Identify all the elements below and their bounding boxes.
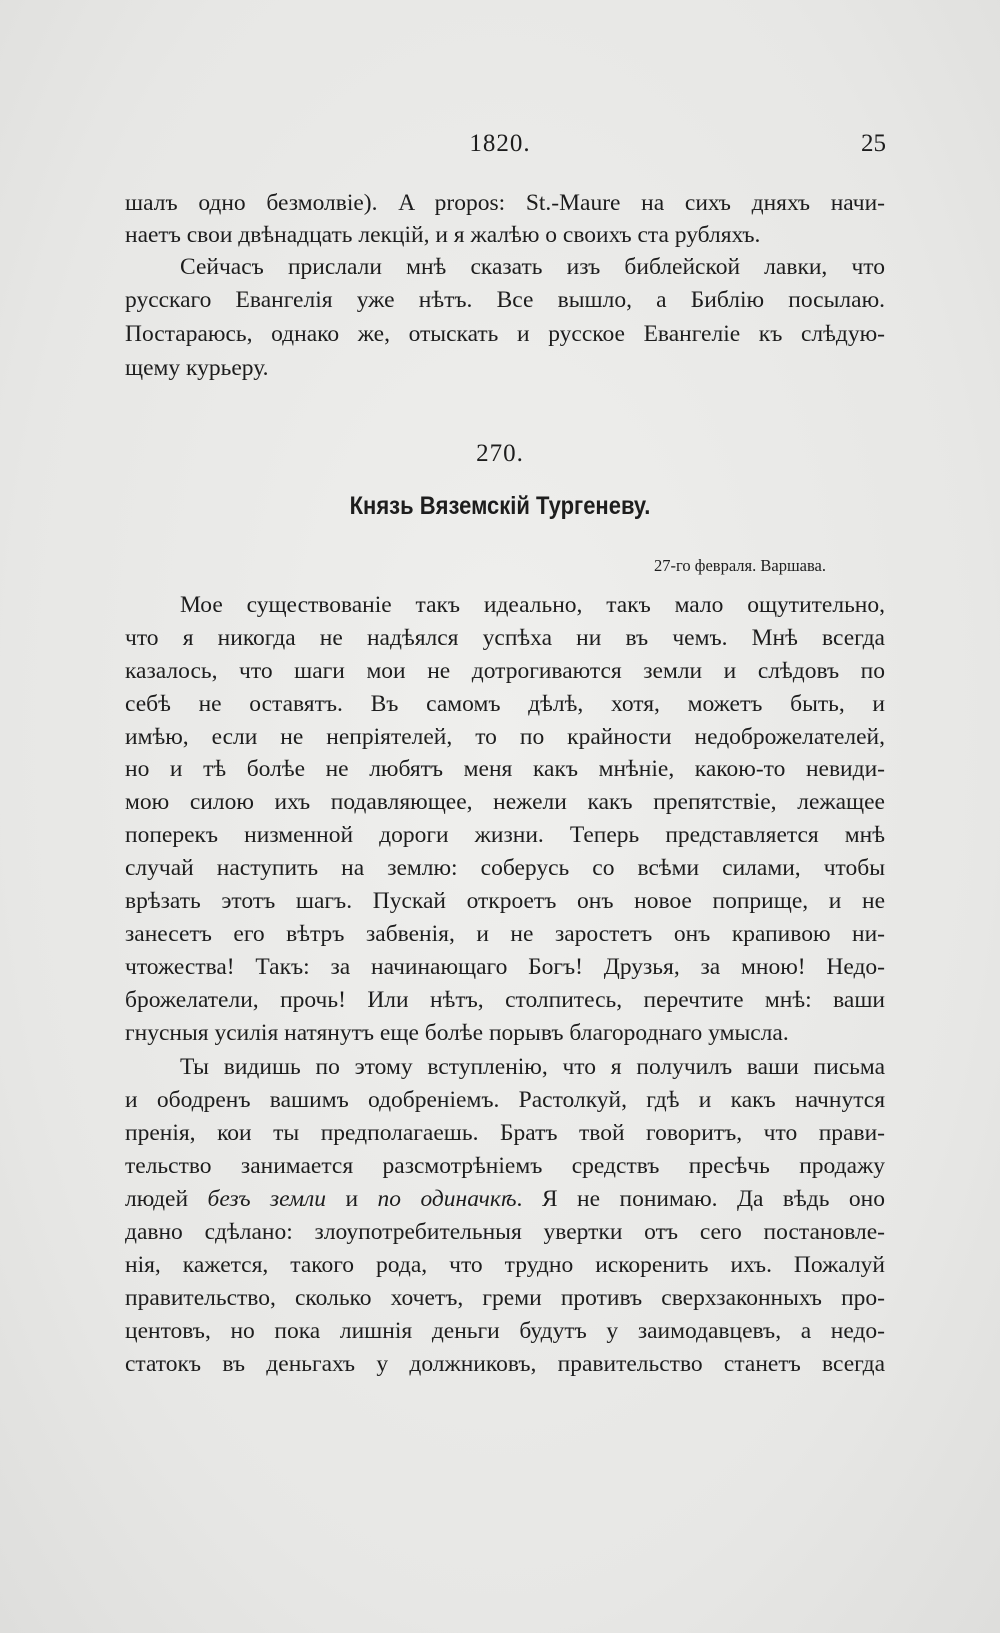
text-line: нія, кажется, такого рода, что трудно искоренить ихъ. Пожалуй <box>125 1252 885 1278</box>
text-line: щему курьеру. <box>125 355 269 381</box>
text-line: правительство, сколько хочетъ, греми противъ сверхзаконныхъ про- <box>125 1285 885 1311</box>
letter-date: 27-го февраля. Варшава. <box>654 556 826 575</box>
text-line: Сейчасъ прислали мнѣ сказать изъ библейской лавки, что <box>180 254 885 280</box>
letter-number: 270. <box>476 440 524 467</box>
text-line: шалъ одно безмолвіе). A propos: St.-Maure на сихъ дняхъ начи- <box>125 190 885 216</box>
text-line: статокъ въ деньгахъ у должниковъ, правительство станетъ всегда <box>125 1351 885 1377</box>
text-line: и ободренъ вашимъ одобреніемъ. Растолкуй, гдѣ и какъ начнутся <box>125 1087 885 1113</box>
text-line: имѣю, если не непріятелей, то по крайности недоброжелателей, <box>125 724 885 750</box>
text-run: людей <box>125 1186 208 1212</box>
text-line: себѣ не оставятъ. Въ самомъ дѣлѣ, хотя, можетъ быть, и <box>125 691 885 717</box>
text-line-with-italics <box>125 1182 885 1216</box>
running-header-year: 1820. <box>469 130 531 157</box>
text-line: русскаго Евангелія уже нѣтъ. Все вышло, а Библію посылаю. <box>125 287 885 313</box>
text-line: казалось, что шаги мои не дотрогиваются земли и слѣдовъ по <box>125 658 885 684</box>
text-line: что я никогда не надѣялся успѣха ни въ чемъ. Мнѣ всегда <box>125 625 885 651</box>
text-line: Мое существованіе такъ идеально, такъ мало ощутительно, <box>180 592 885 618</box>
letter-title: Князь Вяземскій Тургеневу. <box>349 492 651 520</box>
italic-emphasis: безъ земли <box>207 1186 326 1212</box>
text-line: пренія, кои ты предполагаешь. Братъ твой говоритъ, что прави- <box>125 1120 885 1146</box>
text-line: Постараюсь, однако же, отыскать и русское Евангеліе къ слѣдую- <box>125 321 885 347</box>
text-line: мою силою ихъ подавляющее, нежели какъ препятствіе, лежащее <box>125 789 885 815</box>
text-line: давно сдѣлано: злоупотребительныя увертки отъ сего постановле- <box>125 1219 885 1245</box>
text-line: гнусныя усилія натянутъ еще болѣе порывъ благороднаго умысла. <box>125 1020 789 1046</box>
page-number: 25 <box>861 130 886 157</box>
text-line: чтожества! Такъ: за начинающаго Богъ! Друзья, за мною! Недо- <box>125 954 885 980</box>
italic-emphasis: по одиначкѣ <box>377 1186 517 1212</box>
text-line: Ты видишь по этому вступленію, что я получилъ ваши письма <box>180 1054 885 1080</box>
text-line: врѣзать этотъ шагъ. Пускай откроетъ онъ новое поприще, и не <box>125 888 885 914</box>
text-line: наетъ свои двѣнадцать лекцій, и я жалѣю о своихъ ста рубляхъ. <box>125 222 761 248</box>
text-run: и <box>326 1186 378 1212</box>
text-line: случай наступить на землю: соберусь со всѣми силами, чтобы <box>125 855 885 881</box>
text-line: брожелатели, прочь! Или нѣтъ, столпитесь, перечтите мнѣ: ваши <box>125 987 885 1013</box>
text-line: но и тѣ болѣе не любятъ меня какъ мнѣніе, какою-то невиди- <box>125 756 885 782</box>
text-line: занесетъ его вѣтръ забвенія, и не заростетъ онъ крапивою ни- <box>125 921 885 947</box>
text-run: . Я не понимаю. Да вѣдь оно <box>516 1186 885 1212</box>
text-line: поперекъ низменной дороги жизни. Теперь представляется мнѣ <box>125 822 885 848</box>
text-line: центовъ, но пока лишнія деньги будутъ у заимодавцевъ, а недо- <box>125 1318 885 1344</box>
text-line: тельство занимается разсмотрѣніемъ средствъ пресѣчь продажу <box>125 1153 885 1179</box>
